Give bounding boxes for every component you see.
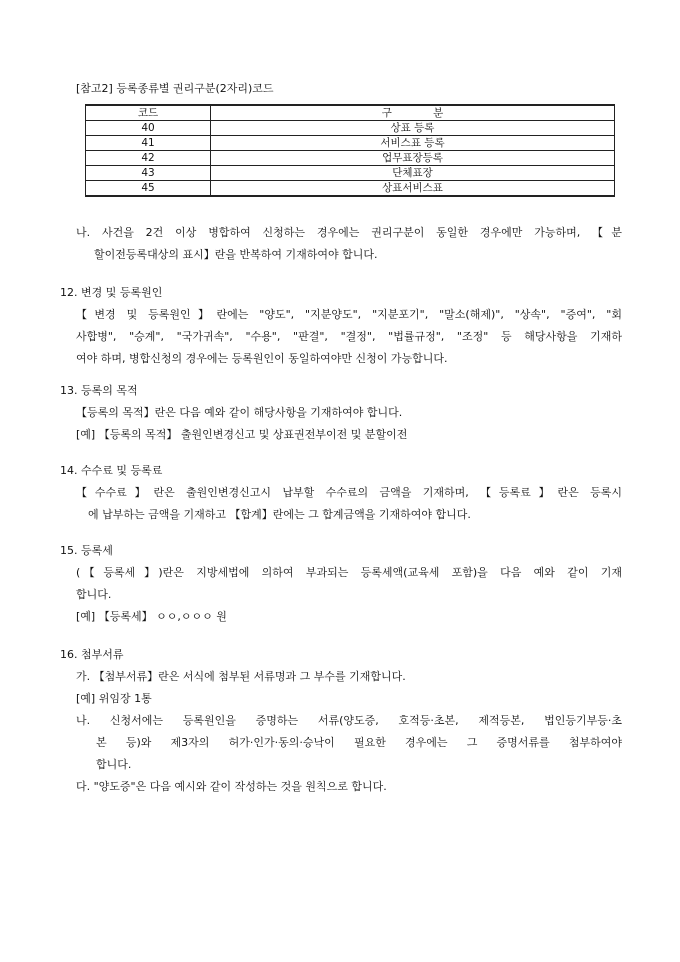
paragraph-line: 【수수료】란은 출원인변경신고시 납부할 수수료의 금액을 기재하며, 【등록료】란은 등록시 — [76, 486, 622, 499]
paragraph-line: 【변경 및 등록원인】란에는 "양도", "지분양도", "지분포기", "말소(해제)", "상속", "증여", "회 — [76, 308, 622, 321]
paragraph-line: 다. "양도증"은 다음 예시와 같이 작성하는 것을 원칙으로 합니다. — [76, 780, 387, 793]
paragraph-line: 할이전등록대상의 표시】란을 반복하여 기재하여야 합니다. — [94, 248, 378, 261]
code-cell: 45 — [86, 181, 211, 197]
section-12 — [60, 282, 622, 370]
column-header-code: 코드 — [86, 105, 211, 121]
paragraph-line: 사합병", "승계", "국가귀속", "수용", "판결", "결정", "법률규정", "조정" 등 해당사항을 기재하 — [76, 330, 622, 343]
paragraph-line: (【등록세】)란은 지방세법에 의하여 부과되는 등록세액(교육세 포함)을 다음 예와 같이 기재 — [76, 566, 622, 579]
rights-code-table — [85, 104, 615, 197]
category-cell: 상표 등록 — [211, 121, 615, 136]
section-heading: 15. 등록세 — [60, 544, 113, 557]
category-cell: 상표서비스표 — [211, 181, 615, 197]
section-15 — [60, 540, 622, 628]
paragraph-line: 여야 하며, 병합신청의 경우에는 등록원인이 동일하여야만 신청이 가능합니다. — [76, 352, 448, 365]
paragraph-line: 가. 【첨부서류】란은 서식에 첨부된 서류명과 그 부수를 기재합니다. — [76, 670, 406, 683]
reference-table-title: [참고2] 등록종류별 권리구분(2자리)코드 — [76, 82, 274, 95]
code-cell: 40 — [86, 121, 211, 136]
paragraph-line: 합니다. — [76, 588, 112, 601]
example-line: [예] 【등록의 목적】 출원인변경신고 및 상표권전부이전 및 분할이전 — [76, 428, 408, 441]
section-heading: 12. 변경 및 등록원인 — [60, 286, 163, 299]
paragraph-line: 에 납부하는 금액을 기재하고 【합계】란에는 그 합계금액을 기재하여야 합니다. — [88, 508, 471, 521]
category-cell: 서비스표 등록 — [211, 136, 615, 151]
table-row — [86, 181, 615, 197]
paragraph-line: 합니다. — [96, 758, 132, 771]
paragraph-line: 나. 사건을 2건 이상 병합하여 신청하는 경우에는 권리구분이 동일한 경우에만 가능하며, 【분 — [76, 226, 622, 239]
paragraph-line: 나. 신청서에는 등록원인을 증명하는 서류(양도증, 호적등·초본, 제적등본, 법인등기부등·초 — [76, 714, 622, 727]
paragraph-line: 【등록의 목적】란은 다음 예와 같이 해당사항을 기재하여야 합니다. — [76, 406, 403, 419]
section-13 — [60, 380, 622, 446]
section-heading: 13. 등록의 목적 — [60, 384, 138, 397]
table-row — [86, 121, 615, 136]
section-16 — [60, 644, 622, 798]
paragraph-line: 본 등)와 제3자의 허가·인가·동의·승낙이 필요한 경우에는 그 증명서류를 첨부하여야 — [96, 736, 622, 749]
table-row — [86, 136, 615, 151]
section-heading: 14. 수수료 및 등록료 — [60, 464, 163, 477]
example-line: [예] 【등록세】 ㅇㅇ,ㅇㅇㅇ 원 — [76, 610, 227, 623]
table-header-row — [86, 105, 615, 121]
example-line: [예] 위임장 1통 — [76, 692, 152, 705]
code-cell: 43 — [86, 166, 211, 181]
column-header-category: 구 분 — [211, 105, 615, 121]
section-14 — [60, 460, 622, 526]
category-cell: 단체표장 — [211, 166, 615, 181]
item-na-paragraph — [76, 222, 622, 266]
table-row — [86, 166, 615, 181]
code-cell: 41 — [86, 136, 211, 151]
category-cell: 업무표장등록 — [211, 151, 615, 166]
code-cell: 42 — [86, 151, 211, 166]
section-heading: 16. 첨부서류 — [60, 648, 124, 661]
table-row — [86, 151, 615, 166]
